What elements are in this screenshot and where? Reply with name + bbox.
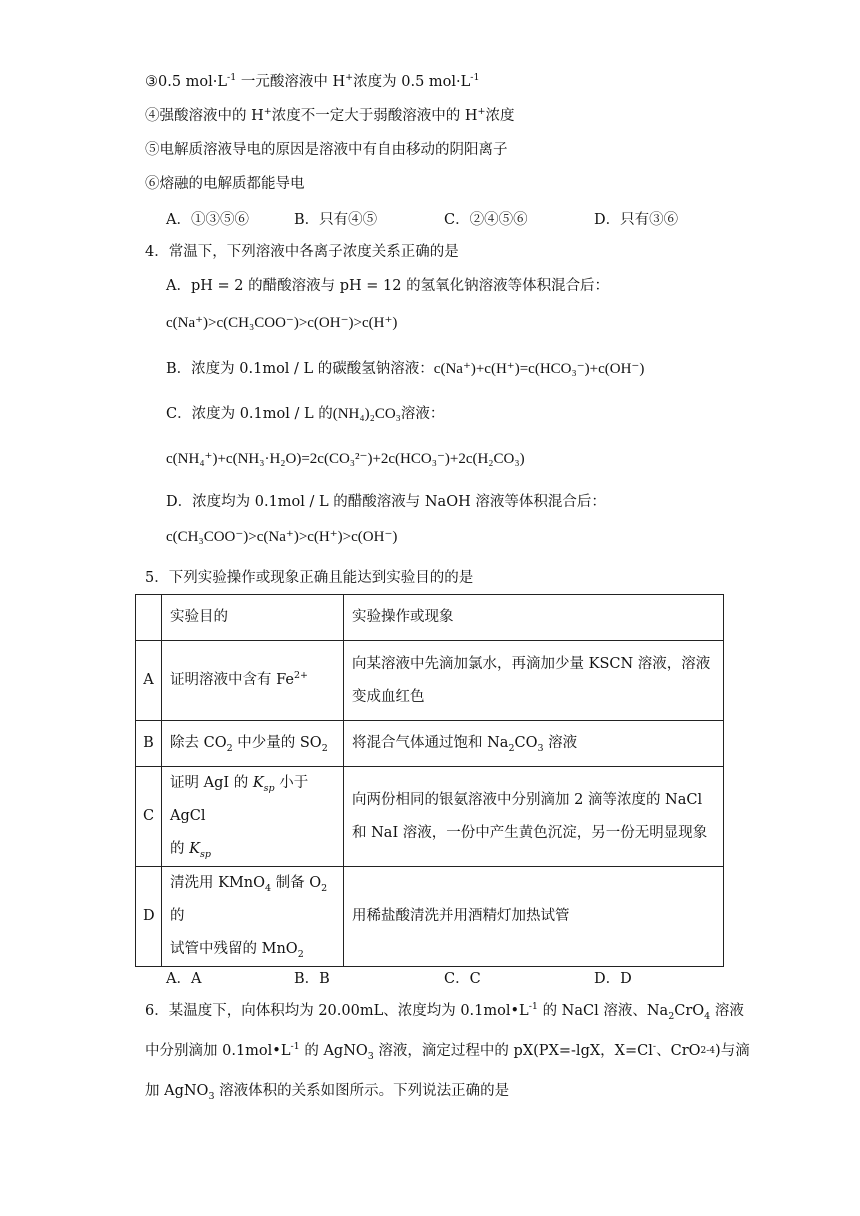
row-label: A: [136, 641, 162, 721]
table-header-purpose: 实验目的: [162, 595, 344, 641]
table-header-operation: 实验操作或现象: [344, 595, 724, 641]
row-purpose: 清洗用 KMnO$_4$ 制备 $O_2$ 的 试管中残留的 MnO$_2$: [162, 867, 344, 967]
table-row: [136, 641, 724, 721]
table-row: [136, 867, 724, 967]
row-operation: 用稀盐酸清洗并用酒精灯加热试管: [344, 867, 724, 967]
statement-5: ⑤电解质溶液导电的原因是溶液中有自由移动的阴阳离子: [145, 142, 508, 158]
q5-option-a[interactable]: A．A: [166, 971, 202, 987]
statement-3: ③0.5 $mol\cdot L^{-1}$ 一元酸溶液中 H+浓度为 0.5 $mol\cdot L^{-1}$: [145, 72, 480, 90]
q4-option-c-text[interactable]: C．浓度为 0.1mol / L 的(NH₄)₂CO₃溶液：: [166, 406, 445, 422]
row-label: D: [136, 867, 162, 967]
q3-option-a[interactable]: A．①③⑤⑥: [166, 212, 249, 228]
table-header-blank: [136, 595, 162, 641]
q4-option-b-text: B．浓度为 0.1mol / L 的碳酸氢钠溶液：: [166, 361, 434, 377]
q4-option-b-row[interactable]: [166, 359, 644, 379]
row-operation: 将混合气体通过饱和 $Na_2CO_3$ 溶液: [344, 721, 724, 767]
statement-6: ⑥熔融的电解质都能导电: [145, 176, 305, 192]
q5-option-c[interactable]: C．C: [444, 971, 481, 987]
q4-option-c-expr: c(NH₄⁺)+c(NH₃·H₂O)=2c(CO₃²⁻)+2c(HCO₃⁻)+2c(H₂CO₃): [166, 451, 525, 467]
statement-4: ④强酸溶液中的 H+浓度不一定大于弱酸溶液中的 H+浓度: [145, 106, 515, 124]
chromate-charge: 2-4: [700, 1046, 716, 1056]
q5-option-d[interactable]: D．D: [594, 971, 632, 987]
row-label: C: [136, 767, 162, 867]
row-purpose: 证明溶液中含有 $Fe^{2+}$: [162, 641, 344, 721]
q4-option-d-expr: c(CH₃COO⁻)>c(Na⁺)>c(H⁺)>c(OH⁻): [166, 529, 398, 545]
q6-stem-line-2: 中分别滴加 $0.1mol•L^{-1}$ 的 AgNO$_3$ 溶液，滴定过程中的 pX(PX=-lgX，X=Cl-、CrO2-4)与滴: [145, 1041, 750, 1062]
q4-option-b-expr: c(Na⁺)+c(H⁺)=c(HCO₃⁻)+c(OH⁻): [433, 361, 645, 377]
row-operation: 向某溶液中先滴加氯水，再滴加少量 KSCN 溶液，溶液 变成血红色: [344, 641, 724, 721]
q4-stem: 4．常温下，下列溶液中各离子浓度关系正确的是: [145, 244, 459, 260]
row-operation: 向两份相同的银氨溶液中分别滴加 2 滴等浓度的 NaCl 和 NaI 溶液，一份中产生黄色沉淀，另一份无明显现象: [344, 767, 724, 867]
q3-option-c[interactable]: C．②④⑤⑥: [444, 212, 528, 228]
table-row: [136, 767, 724, 867]
experiment-table: [135, 594, 724, 967]
q6-stem-line-3: 加 AgNO$_3$ 溶液体积的关系如图所示。下列说法正确的是: [145, 1083, 510, 1102]
row-purpose: 证明 AgI 的 $K_{sp}$ 小于 AgCl 的 $K_{sp}$: [162, 767, 344, 867]
q5-option-b[interactable]: B．B: [294, 971, 330, 987]
q5-stem: 5．下列实验操作或现象正确且能达到实验目的的是: [145, 570, 474, 586]
q3-option-b[interactable]: B．只有④⑤: [294, 212, 378, 228]
q4-option-a-text[interactable]: A．pH = 2 的醋酸溶液与 pH = 12 的氢氧化钠溶液等体积混合后：: [166, 278, 610, 294]
row-purpose: 除去 $CO_2$ 中少量的 $SO_2$: [162, 721, 344, 767]
table-row: [136, 721, 724, 767]
row-label: B: [136, 721, 162, 767]
q6-stem-line-1: 6．某温度下，向体积均为 20.00mL、浓度均为 $0.1mol•L^{-1}$ 的 NaCl 溶液、$Na_2CrO_4$ 溶液: [145, 1001, 744, 1022]
q4-option-d-text[interactable]: D．浓度均为 0.1mol / L 的醋酸溶液与 NaOH 溶液等体积混合后：: [166, 494, 606, 510]
q4-option-a-expr: c(Na⁺)>c(CH₃COO⁻)>c(OH⁻)>c(H⁺): [166, 315, 398, 331]
table-header-row: [136, 595, 724, 641]
q3-option-d[interactable]: D．只有③⑥: [594, 212, 679, 228]
